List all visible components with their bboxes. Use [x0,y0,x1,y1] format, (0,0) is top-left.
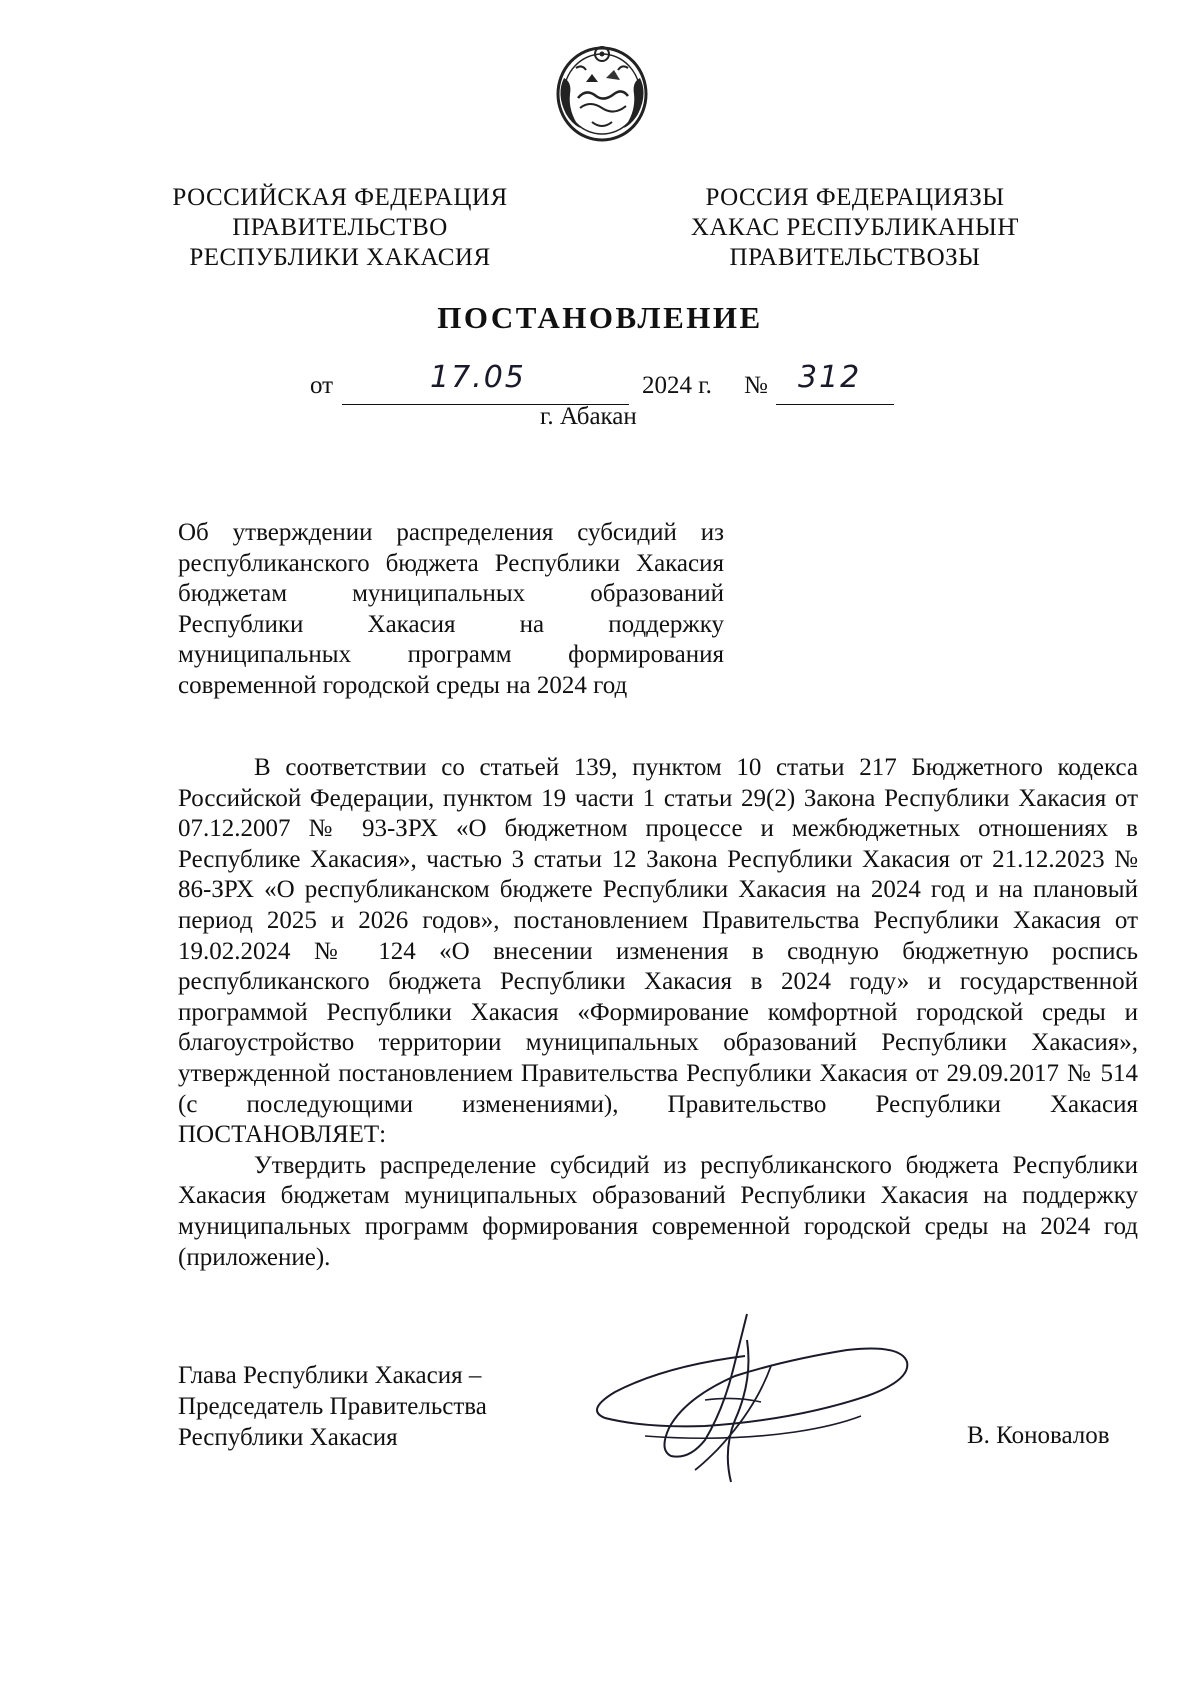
document-title: ПОСТАНОВЛЕНИЕ [437,300,763,335]
header-left-line-3: РЕСПУБЛИКИ ХАКАСИЯ [189,244,491,271]
header-right-line-1: РОССИЯ ФЕДЕРАЦИЯЗЫ [705,184,1005,211]
body-paragraph-1: В соответствии со статьей 139, пунктом 10 статьи 217 Бюджетного кодекса Российской Федерации, пунктом 19 части 1 статьи 29(2) Закона Республики Хакасия от 07.12.2007 № 93-ЗРХ «О бюджетном процессе и межбюджетных отношениях в Республике Хакасия», частью 3 статьи 12 Закона Республики Хакасия от 21.12.2023 № 86-ЗРХ «О республиканском бюджете Республики Хакасия на 2024 год и на плановый период 2025 и 2026 годов», постановлением Правительства Республики Хакасия от 19.02.2024 № 124 «О внесении изменения в сводную бюджетную роспись республиканского бюджета Республики Хакасия в 2024 году» и государственной программой Республики Хакасия «Формирование комфортной городской среды и благоустройство территории муниципальных образований Республики Хакасия», утвержденной постановлением Правительства Республики Хакасия от 29.09.2017 № 514 (с последующими изменениями), Правительство Республики Хакасия ПОСТАНОВЛЯЕТ: [178,754,1138,1149]
signatory-name: В. Коновалов [967,1422,1110,1449]
emblem-of-khakassia-icon [546,38,658,144]
number-label: № [744,372,768,399]
header-left [140,183,540,273]
handwritten-date: 17.05 [430,360,526,395]
body-text [178,753,1138,1273]
handwritten-signature-icon [585,1310,945,1485]
header-left-line-1: РОССИЙСКАЯ ФЕДЕРАЦИЯ [172,184,508,211]
signatory-position-line-3: Республики Хакасия [178,1424,398,1451]
year-text: 2024 г. [642,372,712,399]
header-right-line-3: ПРАВИТЕЛЬСТВОЗЫ [729,244,981,271]
signatory-position [178,1360,487,1453]
handwritten-number: 312 [798,360,862,395]
header-right [640,183,1070,273]
header-left-line-2: ПРАВИТЕЛЬСТВО [232,214,448,241]
header-right-line-2: ХАКАС РЕСПУБЛИКАНЫҤ [690,214,1020,241]
number-underline [776,404,894,405]
signatory-position-line-2: Председатель Правительства [178,1393,487,1420]
body-paragraph-2: Утвердить распределение субсидий из республиканского бюджета Республики Хакасия бюджетам муниципальных образований Республики Хакасия на поддержку муниципальных программ формирования современной городской среды на 2024 год (приложение). [178,1151,1138,1271]
signatory-position-line-1: Глава Республики Хакасия – [178,1362,482,1389]
from-label: от [310,372,334,399]
city-label: г. Абакан [540,403,637,430]
subject-block: Об утверждении распределения субсидий из республиканского бюджета Республики Хакасия бюджетам муниципальных образований Республики Хакасия на поддержку муниципальных программ формирования современной городской среды на 2024 год [178,519,724,699]
